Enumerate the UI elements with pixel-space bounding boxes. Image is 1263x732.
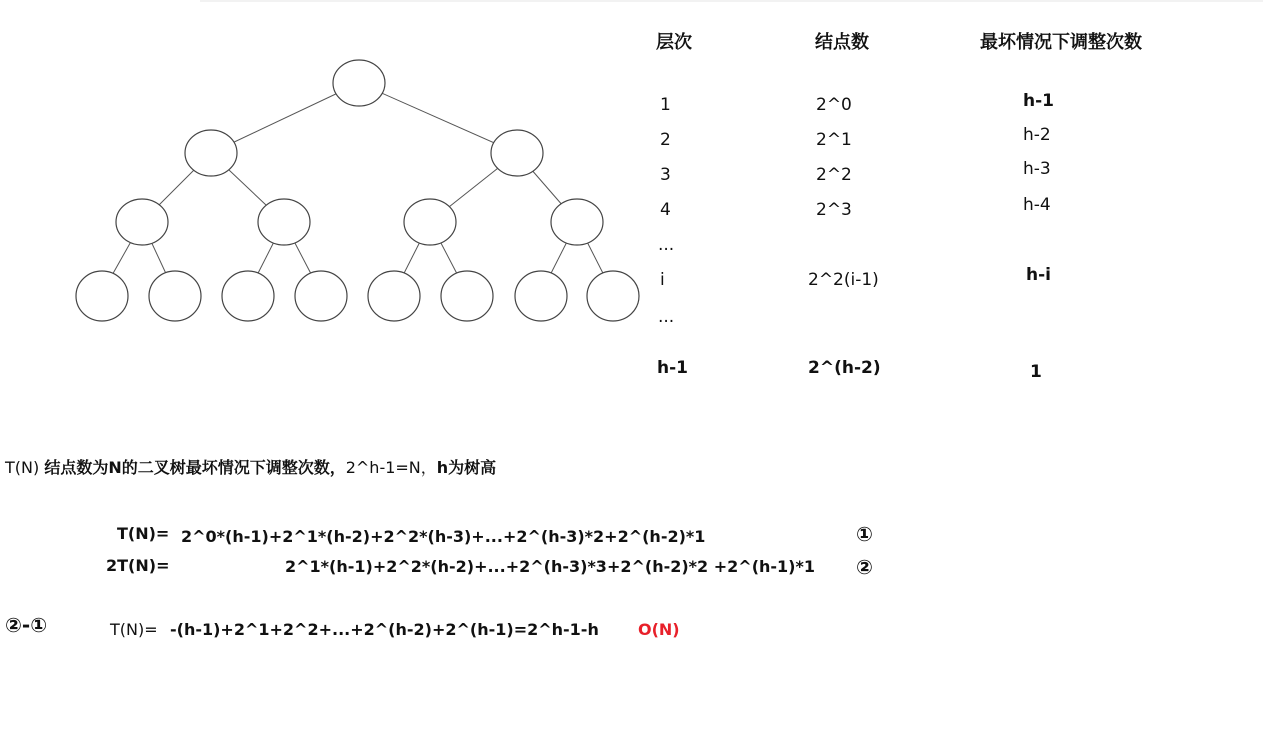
tree-node — [149, 271, 201, 321]
row-adjust: h-4 — [1023, 195, 1051, 215]
tree-node — [491, 130, 543, 176]
tree-node — [333, 60, 385, 106]
tree-node — [441, 271, 493, 321]
eq2-label: 2T(N)= — [106, 556, 170, 575]
row-nodes: 2^2(i-1) — [808, 270, 879, 290]
tree-node — [185, 130, 237, 176]
row-adjust: 1 — [1030, 362, 1042, 382]
definition-formula: 2^h-1=N， — [345, 458, 437, 477]
tree-node — [368, 271, 420, 321]
row-nodes: 2^1 — [816, 130, 852, 150]
binary-tree-diagram — [60, 50, 650, 330]
definition-text: 结点数为N的二叉树最坏情况下调整次数， — [44, 458, 346, 477]
tree-node — [76, 271, 128, 321]
result-body: -(h-1)+2^1+2^2+...+2^(h-2)+2^(h-1)=2^h-1-h — [170, 620, 599, 639]
row-adjust: h-2 — [1023, 125, 1051, 145]
tree-node — [404, 199, 456, 245]
row-level: 4 — [660, 200, 671, 220]
row-nodes: 2^0 — [816, 95, 852, 115]
header-node-count: 结点数 — [815, 32, 869, 53]
row-level: 1 — [660, 95, 671, 115]
diff-label: ②-① — [5, 613, 48, 637]
eq1-mark: ① — [856, 522, 873, 546]
tree-node — [295, 271, 347, 321]
row-adjust: h-1 — [1023, 91, 1054, 111]
header-adjust-count: 最坏情况下调整次数 — [980, 32, 1142, 53]
eq2-mark: ② — [856, 555, 873, 579]
tree-node — [258, 199, 310, 245]
eq2-body: 2^1*(h-1)+2^2*(h-2)+...+2^(h-3)*3+2^(h-2)*2 +2^(h-1)*1 — [285, 557, 815, 576]
row-nodes: 2^2 — [816, 165, 852, 185]
row-adjust: h-i — [1026, 265, 1051, 285]
row-level: h-1 — [657, 358, 688, 378]
tree-node — [551, 199, 603, 245]
row-level: 3 — [660, 165, 671, 185]
row-level: ... — [658, 307, 675, 327]
definition-prefix: T(N) — [5, 458, 45, 477]
eq1-label: T(N)= — [117, 524, 170, 543]
row-nodes: 2^(h-2) — [808, 358, 881, 378]
complexity-label: O(N) — [638, 620, 680, 639]
tree-node — [116, 199, 168, 245]
row-nodes: 2^3 — [816, 200, 852, 220]
definition-line — [5, 455, 496, 478]
row-level: ... — [658, 235, 675, 255]
header-level: 层次 — [656, 32, 692, 53]
row-adjust: h-3 — [1023, 159, 1051, 179]
tree-node — [587, 271, 639, 321]
tree-edges — [102, 83, 613, 293]
result-label: T(N)= — [110, 620, 158, 639]
tree-node — [222, 271, 274, 321]
top-divider — [200, 0, 1263, 2]
row-level: i — [660, 270, 665, 290]
definition-height: h为树高 — [436, 458, 497, 477]
row-level: 2 — [660, 130, 671, 150]
tree-node — [515, 271, 567, 321]
eq1-body: 2^0*(h-1)+2^1*(h-2)+2^2*(h-3)+...+2^(h-3)*2+2^(h-2)*1 — [181, 527, 706, 546]
